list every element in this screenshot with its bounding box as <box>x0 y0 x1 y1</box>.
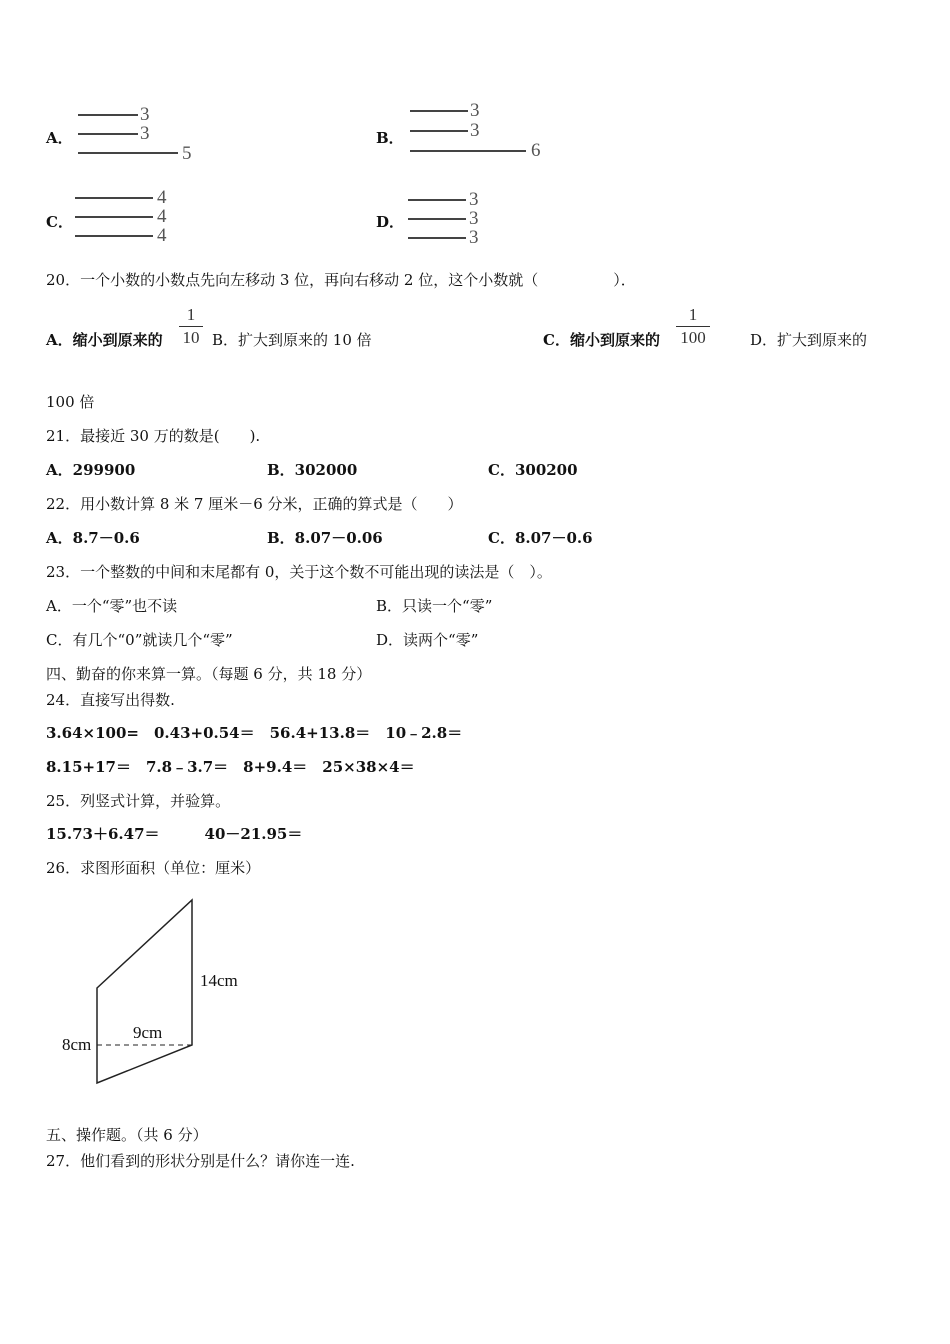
segment-length: 3 <box>470 100 480 121</box>
line-segment <box>75 235 153 237</box>
q21-stem: 21．最接近 30 万的数是( ). <box>46 427 261 445</box>
segment-length: 4 <box>157 206 167 227</box>
q22-stem: 22．用小数计算 8 米 7 厘米－6 分米，正确的算式是（ ） <box>46 495 463 513</box>
segment-length: 4 <box>157 187 167 208</box>
label-8cm: 8cm <box>62 1035 92 1054</box>
segment-length: 4 <box>157 225 167 246</box>
segment-length: 5 <box>182 143 192 164</box>
option-label: B． <box>376 129 404 147</box>
line-segment <box>78 114 138 116</box>
trapezoid-outline <box>97 900 192 1083</box>
q20-option-a <box>46 330 163 350</box>
q20-stem: 20．一个小数的小数点先向左移动 3 位，再向右移动 2 位，这个小数就（ ）． <box>46 271 636 289</box>
option-label: D． <box>376 213 405 231</box>
line-segment <box>78 152 178 154</box>
fraction-one-hundredth <box>676 305 710 348</box>
q26-stem: 26．求图形面积（单位：厘米） <box>46 859 261 877</box>
segment-length: 3 <box>469 208 479 229</box>
q22-option-b: B．8.07－0.06 <box>267 529 383 547</box>
line-segment <box>75 216 153 218</box>
segment-length: 6 <box>531 140 541 161</box>
section-5-heading: 五、操作题。（共 6 分） <box>46 1126 208 1144</box>
q23-option-c: C．有几个“0”就读几个“零” <box>46 631 233 649</box>
q20-c-text: C．缩小到原来的 <box>543 331 660 349</box>
segment-length: 3 <box>140 104 150 125</box>
trapezoid-drawing <box>0 890 200 1090</box>
segment-length: 3 <box>470 120 480 141</box>
q24-row-1: 3.64×100= 0.43+0.54＝ 56.4+13.8＝ 10﹣2.8＝ <box>46 724 463 742</box>
label-9cm: 9cm <box>133 1023 163 1042</box>
fraction-bar <box>676 326 710 327</box>
q23-option-d: D．读两个“零” <box>376 631 479 649</box>
line-segment <box>408 237 466 239</box>
q24-stem: 24．直接写出得数. <box>46 691 175 709</box>
segment-length: 3 <box>140 123 150 144</box>
q20-option-c <box>543 330 660 350</box>
fraction-numerator: 1 <box>186 305 196 324</box>
option-label: A． <box>46 129 73 147</box>
q23-option-a: A．一个“零”也不读 <box>46 597 178 615</box>
q22-option-c: C．8.07－0.6 <box>488 529 593 547</box>
line-segment <box>410 130 468 132</box>
fraction-numerator: 1 <box>688 305 698 324</box>
line-segment <box>410 110 468 112</box>
option-label: C． <box>46 213 73 231</box>
section-4-heading: 四、勤奋的你来算一算。（每题 6 分，共 18 分） <box>46 665 372 683</box>
q21-option-c: C．300200 <box>488 461 578 479</box>
q23-stem: 23．一个整数的中间和末尾都有 0，关于这个数不可能出现的读法是（ ）。 <box>46 563 552 581</box>
line-segment <box>78 133 138 135</box>
q20-option-d-continued: 100 倍 <box>46 393 95 411</box>
fraction-bar <box>179 326 203 327</box>
q21-option-b: B．302000 <box>267 461 358 479</box>
q24-row-2: 8.15+17＝ 7.8﹣3.7＝ 8+9.4＝ 25×38×4＝ <box>46 758 415 776</box>
line-segment <box>410 150 526 152</box>
q25-row: 15.73＋6.47＝ 40－21.95＝ <box>46 825 303 843</box>
segment-length: 3 <box>469 189 479 210</box>
fraction-denominator: 100 <box>680 328 706 347</box>
fraction-one-tenth <box>179 305 203 348</box>
q20-option-b: B．扩大到原来的 10 倍 <box>212 331 372 349</box>
line-segment <box>75 197 153 199</box>
q21-option-a: A．299900 <box>46 461 136 479</box>
q23-option-b: B．只读一个“零” <box>376 597 493 615</box>
line-segment <box>408 199 466 201</box>
q22-option-a: A．8.7－0.6 <box>46 529 140 547</box>
q20-option-d: D．扩大到原来的 <box>750 331 868 349</box>
fraction-denominator: 10 <box>182 328 200 347</box>
label-14cm: 14cm <box>200 971 238 990</box>
line-segment <box>408 218 466 220</box>
segment-length: 3 <box>469 227 479 248</box>
q25-stem: 25．列竖式计算，并验算。 <box>46 792 231 810</box>
q20-a-text: A．缩小到原来的 <box>46 331 163 349</box>
q27-stem: 27．他们看到的形状分别是什么？请你连一连. <box>46 1152 355 1170</box>
